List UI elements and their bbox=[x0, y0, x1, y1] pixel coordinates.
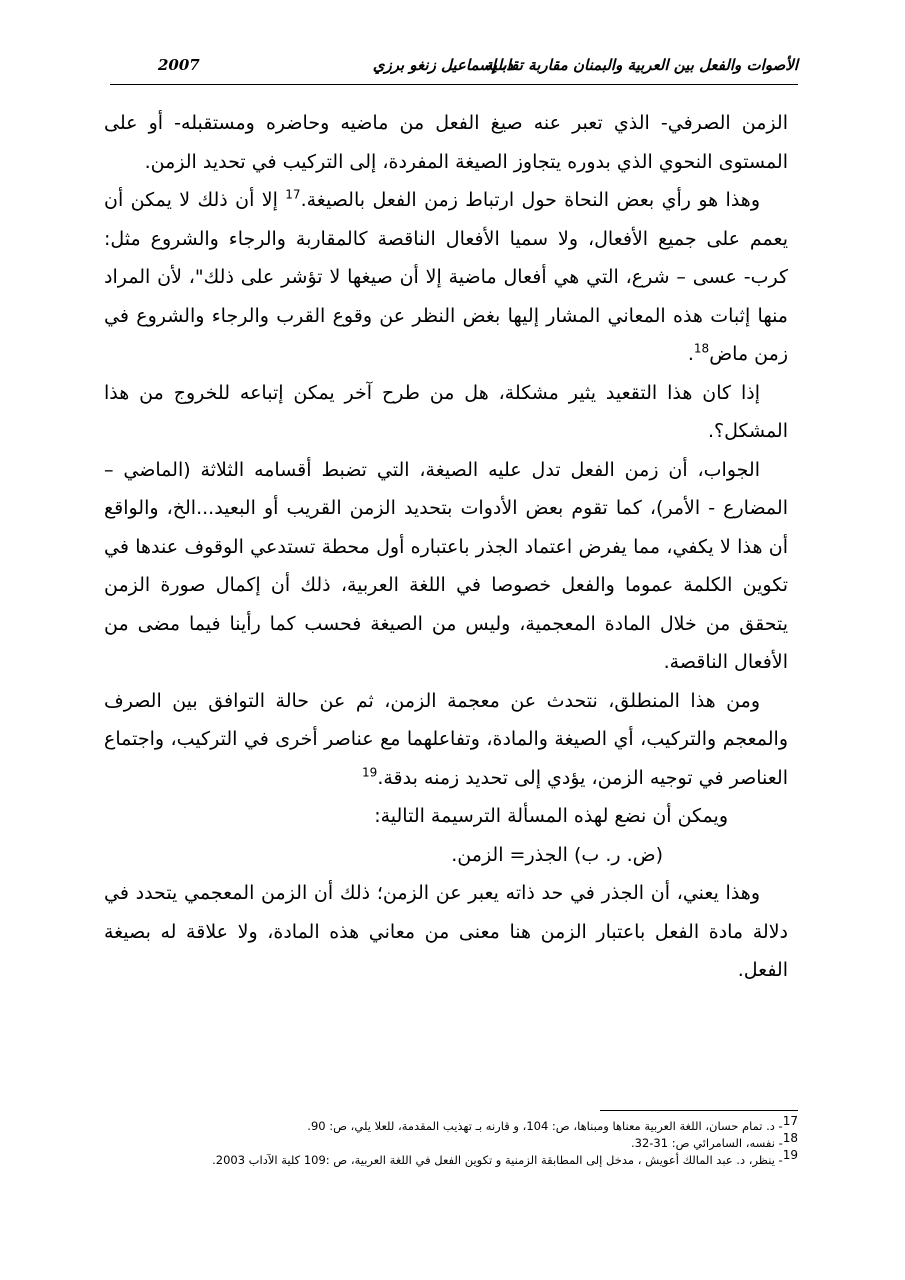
footnote-divider bbox=[600, 1110, 798, 1111]
header-title: الأصوات والفعل بين العربية والبمنان مقاربة تقابلية bbox=[484, 56, 798, 74]
formula-line: (ض. ر. ب) الجذر= الزمن. bbox=[451, 843, 663, 866]
footnote-number: 19 bbox=[782, 1148, 798, 1163]
paragraph: وهذا هو رأي بعض النحاة حول ارتباط زمن الفعل بالصيغة.$^{17}$ إلا أن ذلك لا يمكن أن يعمم على جميع الأفعال، ولا سميا الأفعال الناقصة كالمقاربة والرجاء والشروع مثل: كرب- عسى – شرع، التي هي أفعال ماضية إلا أن صيغها لا تؤشر على ذلك"، لأن المراد منها إثبات هذه المعاني المشار إليها بغض النظر عن وقوع القرب والرجاء والشروع في زمن ماض$^{18}$. bbox=[104, 187, 788, 365]
footnote-number: 18 bbox=[782, 1131, 798, 1146]
footnote-ref-17[interactable]: 17 bbox=[285, 187, 301, 202]
paragraph: الزمن الصرفي- الذي تعبر عنه صيغ الفعل من ماضيه وحاضره ومستقبله- أو على المستوى النحوي الذي بدوره يتجاوز الصيغة المفردة، إلى التركيب في تحديد الزمن. bbox=[104, 112, 788, 173]
paragraph: ومن هذا المنطلق، نتحدث عن معجمة الزمن، ثم عن حالة التوافق بين الصرف والمعجم والتركيب، أي الصيغة والمادة، وتفاعلهما مع عناصر أخرى في التركيب، واجتماع العناصر في توجيه الزمن، يؤدي إلى تحديد زمنه بدقة.$^{19}$ bbox=[104, 689, 788, 789]
page-header bbox=[110, 56, 798, 82]
footnote: $^{19}$- ينظر، د. عبد المالك أعويش ، مدخل إلى المطابقة الزمنية و تكوين الفعل في اللغة العربية، ص :109 كلية الآداب 2003. bbox=[212, 1148, 798, 1167]
footnote: $^{18}$- نفسه، السامرائي ص: 31-32. bbox=[630, 1131, 798, 1150]
footnote-number: 17 bbox=[782, 1114, 798, 1129]
header-author: د. إسماعيل زنغو برزي bbox=[372, 56, 513, 74]
footnote-ref-19[interactable]: 19 bbox=[362, 765, 378, 780]
paragraph: الجواب، أن زمن الفعل تدل عليه الصيغة، التي تضبط أقسامه الثلاثة (الماضي – المضارع - الأمر)، كما تقوم بعض الأدوات بتحديد الزمن القريب أو البعيد...الخ، والواقع أن هذا لا يكفي، مما يفرض اعتماد الجذر باعتباره أول محطة تستدعي الوقوف عندها في تكوين الكلمة عموما والفعل خصوصا في اللغة العربية، ذلك أن إكمال صورة الزمن يتحقق من خلال المادة المعجمية، وليس من الصيغة فحسب كما رأينا فيما مضى من الأفعال الناقصة. bbox=[104, 458, 788, 673]
paragraph: وهذا يعني، أن الجذر في حد ذاته يعبر عن الزمن؛ ذلك أن الزمن المعجمي يتحدد في دلالة مادة الفعل باعتبار الزمن هنا معنى من معاني هذه المادة، ولا علاقة له بصيغة الفعل. bbox=[104, 882, 788, 981]
footnotes bbox=[110, 1114, 798, 1169]
paragraph: ويمكن أن نضع لهذه المسألة الترسيمة التالية: bbox=[374, 805, 728, 827]
footnote-ref-18[interactable]: 18 bbox=[693, 341, 710, 356]
body-text bbox=[104, 104, 788, 990]
paragraph: إذا كان هذا التقعيد يثير مشكلة، هل من طرح آخر يمكن إتباعه للخروج من هذا المشكل؟. bbox=[104, 381, 788, 442]
header-year: 2007 bbox=[158, 56, 200, 74]
header-divider bbox=[110, 84, 798, 85]
footnote: $^{17}$- د. تمام حسان، اللغة العربية معناها ومبناها، ص: 104، و قارنه بـ تهذيب المقدمة، للعلا يلي، ص: 90. bbox=[307, 1114, 798, 1133]
